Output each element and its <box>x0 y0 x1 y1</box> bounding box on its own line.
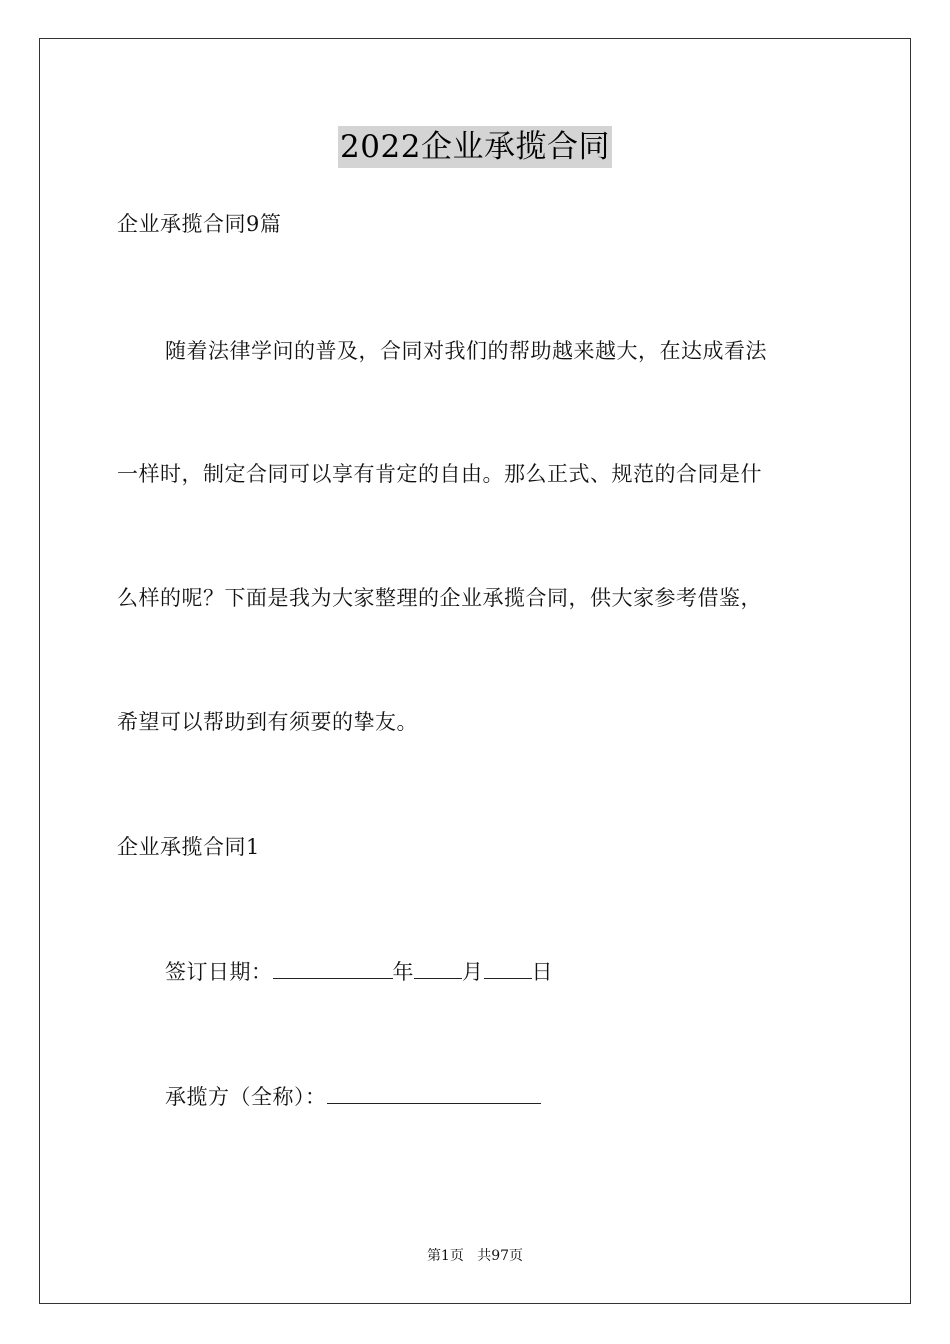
sign-date-label: 签订日期： <box>165 960 273 984</box>
section-heading: 企业承揽合同1 <box>117 835 260 859</box>
page-footer <box>0 1246 950 1266</box>
year-blank[interactable] <box>273 956 393 979</box>
sign-date-row <box>165 956 553 987</box>
total-pages: 共97页 <box>477 1248 524 1264</box>
document-title: 2022企业承揽合同 <box>338 126 612 168</box>
month-blank[interactable] <box>414 956 462 979</box>
day-blank[interactable] <box>484 956 532 979</box>
contractor-name-blank[interactable] <box>327 1081 541 1104</box>
document-title-block <box>0 126 950 168</box>
contractor-row <box>165 1081 541 1112</box>
document-subtitle: 企业承揽合同9篇 <box>117 212 282 236</box>
intro-line-3: 么样的呢？下面是我为大家整理的企业承揽合同，供大家参考借鉴， <box>117 586 762 610</box>
intro-line-1: 随着法律学问的普及，合同对我们的帮助越来越大，在达成看法 <box>165 339 767 363</box>
contractor-label: 承揽方（全称）： <box>165 1085 327 1109</box>
month-label: 月 <box>462 960 484 984</box>
page-number: 第1页 <box>426 1248 464 1264</box>
year-label: 年 <box>392 960 414 984</box>
intro-line-4: 希望可以帮助到有须要的挚友。 <box>117 710 418 734</box>
day-label: 日 <box>531 960 553 984</box>
intro-line-2: 一样时，制定合同可以享有肯定的自由。那么正式、规范的合同是什 <box>117 462 762 486</box>
